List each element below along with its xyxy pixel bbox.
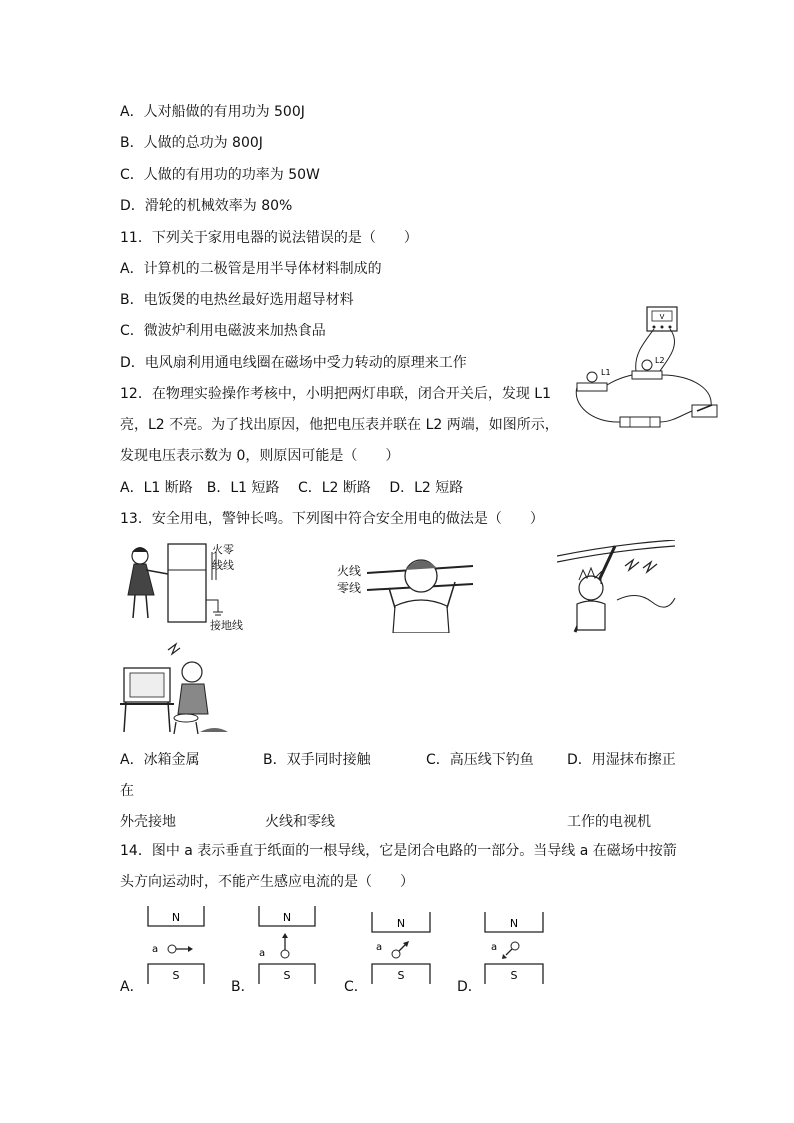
south-label: S: [172, 969, 180, 982]
q12-options: A．L1 断路 B．L1 短路 C．L2 断路 D．L2 短路: [120, 480, 464, 496]
south-label: S: [510, 969, 518, 982]
spark-icon: [168, 644, 180, 654]
child-head: [182, 662, 202, 682]
boy-head: [579, 576, 603, 600]
ground-wire-label: 接地线: [210, 619, 243, 632]
arrow-right-icon: [188, 946, 193, 952]
fridge: [168, 544, 206, 622]
q11-option-c: C．微波炉利用电磁波来加热食品: [120, 323, 326, 339]
wire-label: a: [259, 948, 266, 959]
q14-figure-a: [118, 906, 213, 995]
wire-label: a: [491, 942, 498, 953]
neutral-wire-label: 零线: [337, 581, 362, 595]
lamp2-base: [632, 371, 662, 379]
magnet-diagram-b: [229, 906, 324, 992]
wire-a: [392, 950, 400, 958]
q11-option-b: B．电饭煲的电热丝最好选用超导材料: [120, 292, 354, 308]
girl-dress: [128, 564, 154, 595]
south-label: S: [283, 969, 291, 982]
fishing-illustration: [557, 540, 677, 635]
spark-icon: [625, 560, 639, 570]
live-wire-label: 火线: [337, 564, 362, 578]
q13-option-d-line2: 在: [120, 783, 134, 799]
q10-option-a: A．人对船做的有用功为 500J: [120, 104, 305, 120]
q12-stem-line3: 发现电压表示数为 0，则原因可能是（ ）: [120, 448, 400, 464]
magnet-diagram-d: [455, 912, 550, 992]
arrow-up-icon: [282, 933, 288, 938]
q14-stem-line2: 头方向运动时，不能产生感应电流的是（ ）: [120, 874, 414, 890]
fridge-wire-label-1: 火零: [212, 543, 234, 556]
q13-figure-b: [333, 548, 483, 633]
wire-a: [168, 945, 176, 953]
q14-figure-c: [342, 912, 437, 995]
wiping-tv-illustration: [120, 642, 230, 737]
q14-option-a-label: A．: [120, 979, 144, 995]
q13-option-a-line2: 外壳接地: [120, 814, 176, 830]
lamp1-base: [577, 383, 607, 391]
q11-option-a: A．计算机的二极管是用半导体材料制成的: [120, 261, 382, 277]
q14-option-c-label: C．: [344, 979, 368, 995]
q14-stem-line1: 14．图中 a 表示垂直于纸面的一根导线，它是闭合电路的一部分。当导线 a 在磁场中按箭: [120, 843, 677, 859]
north-label: N: [282, 911, 292, 924]
magnet-diagram-a: [118, 906, 213, 992]
lamp2-label: L2: [655, 356, 665, 365]
q14-figure-b: [229, 906, 324, 995]
north-label: N: [509, 917, 519, 930]
q12-stem-line1: 12．在物理实验操作考核中，小明把两灯串联，闭合开关后，发现 L1: [120, 386, 551, 402]
q10-option-c: C．人做的有用功的功率为 50W: [120, 167, 320, 183]
wire-a: [281, 950, 289, 958]
q10-option-b: B．人做的总功为 800J: [120, 135, 263, 151]
lamp2-bulb: [642, 360, 652, 370]
south-label: S: [397, 969, 405, 982]
q12-stem-line2: 亮，L2 不亮。为了找出原因，他把电压表并联在 L2 两端，如图所示，: [120, 417, 559, 433]
magnet-diagram-c: [342, 912, 437, 992]
q13-option-b-line2: 火线和零线: [265, 814, 335, 830]
wire-label: a: [152, 944, 159, 955]
wire-label: a: [376, 942, 383, 953]
switch-base: [692, 405, 717, 417]
q10-option-d: D．滑轮的机械效率为 80%: [120, 198, 293, 214]
q13-figure-a: [120, 540, 260, 635]
voltmeter-label: V: [659, 313, 665, 321]
q13-figure-c: [557, 540, 677, 635]
north-label: N: [171, 911, 181, 924]
battery: [620, 417, 660, 427]
q13-stem: 13．安全用电，警钟长鸣。下列图中符合安全用电的做法是（ ）: [120, 511, 544, 527]
q11-stem: 11．下列关于家用电器的说法错误的是（ ）: [120, 230, 418, 246]
q14-option-d-label: D．: [457, 979, 482, 995]
fridge-wire-label-2: 线线: [212, 559, 234, 572]
north-label: N: [396, 917, 406, 930]
q13-option-d-line3: 工作的电视机: [567, 814, 651, 830]
wire-a: [511, 942, 519, 950]
q12-circuit-figure: [572, 305, 722, 435]
q13-option-c-line1: C．高压线下钓鱼: [426, 752, 534, 768]
q13-option-a-line1: A．冰箱金属: [120, 752, 200, 768]
circuit-diagram: [572, 305, 722, 435]
q14-option-b-label: B．: [231, 979, 255, 995]
q13-option-d-line1: D．用湿抹布擦正: [567, 752, 676, 768]
q13-figure-d: [120, 642, 230, 737]
lamp1-bulb: [587, 372, 597, 382]
lamp1-label: L1: [601, 368, 611, 377]
q11-option-d: D．电风扇利用通电线圈在磁场中受力转动的原理来工作: [120, 355, 467, 371]
q13-option-b-line1: B．双手同时接触: [263, 752, 371, 768]
q14-figure-d: [455, 912, 550, 995]
